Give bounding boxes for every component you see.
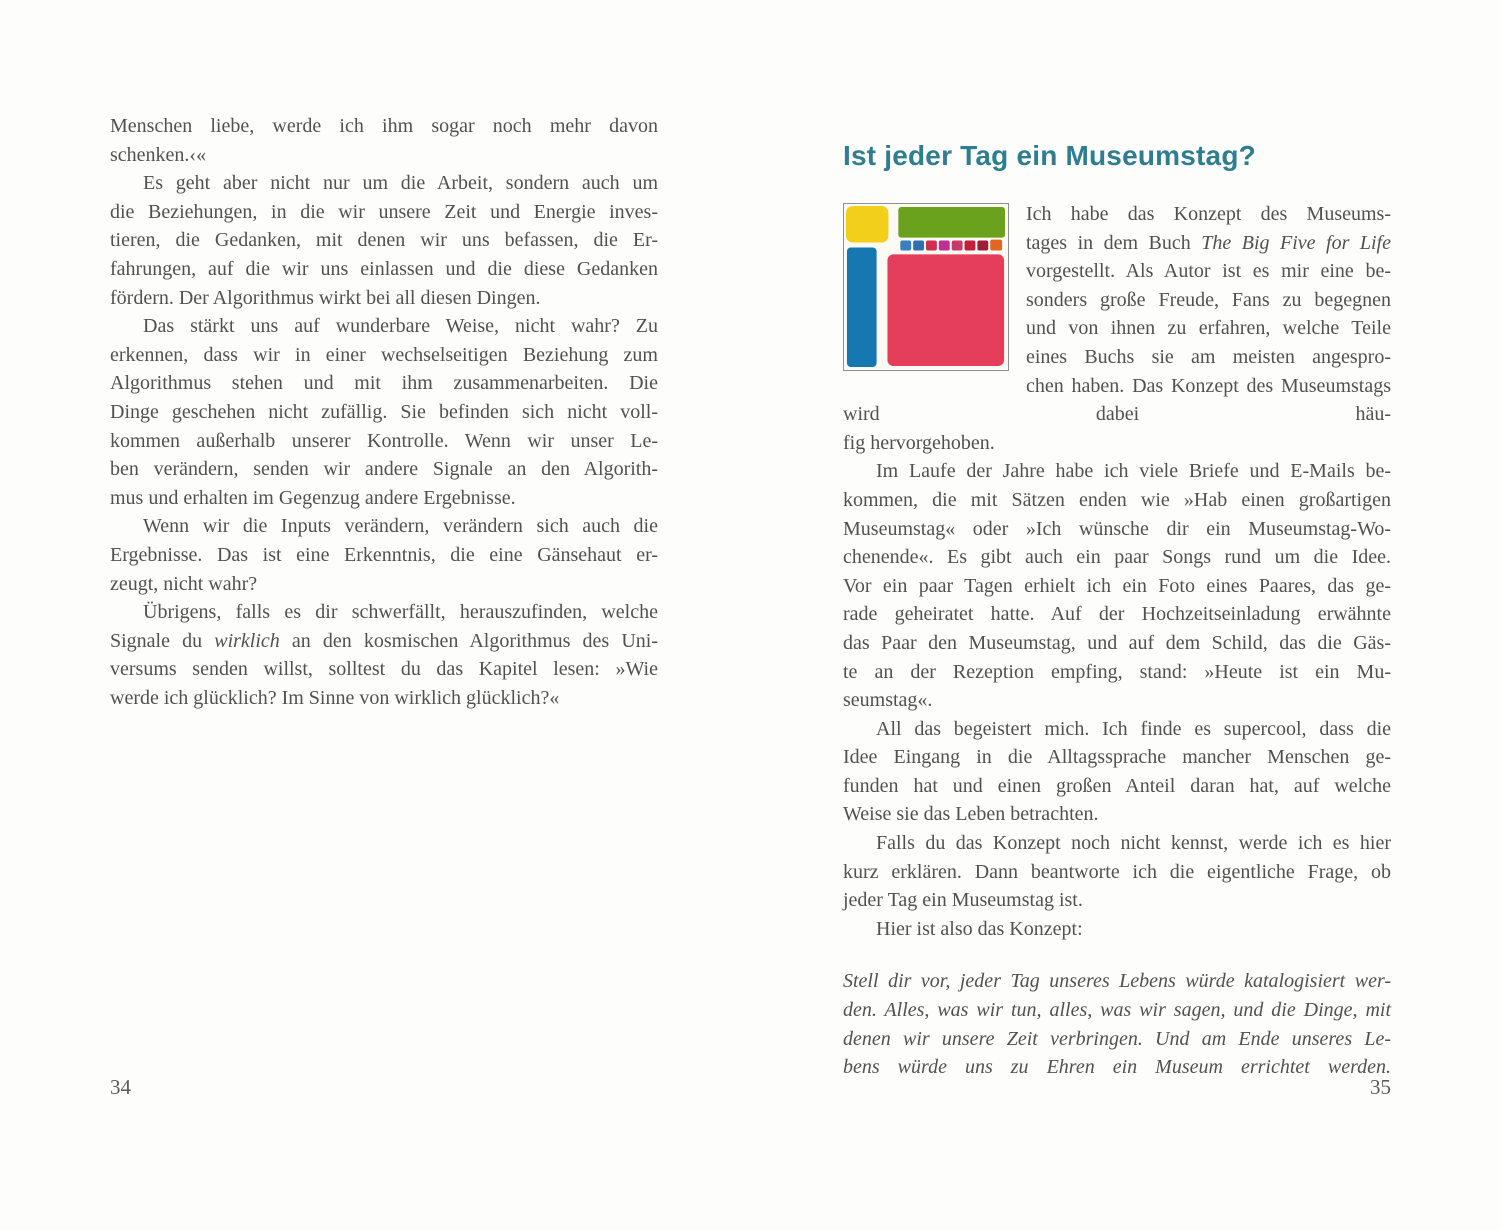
- text-line: sonders große Freude, Fans zu begegnen: [1026, 288, 1391, 311]
- text-line: chenende«. Es gibt auch ein paar Songs rund um die Idee.: [843, 546, 1391, 569]
- text-line: chen haben. Das Konzept des Museumstags wird dabei häu-: [843, 374, 1391, 426]
- text-line: seumstag«.: [843, 689, 933, 712]
- text-line: zeugt, nicht wahr?: [110, 572, 258, 595]
- text-line: schenken.‹«: [110, 143, 207, 166]
- text-line: jeder Tag ein Museumstag ist.: [843, 889, 1083, 912]
- quote-block: [843, 967, 1391, 1081]
- text-line: Es geht aber nicht nur um die Arbeit, sondern auch um: [143, 172, 658, 195]
- text-line: Signale du wirklich an den kosmischen Algorithmus des Uni-: [110, 629, 658, 652]
- painting-swatch: [900, 241, 911, 251]
- text-line: rade geheiratet hatte. Auf der Hochzeitseinladung erwähnte: [843, 603, 1391, 626]
- text-line: tieren, die Gedanken, mit denen wir uns befassen, die Er-: [110, 229, 658, 252]
- right-page-text: [843, 139, 1391, 1082]
- text-line: kommen, die mit Sätzen enden wie »Hab einen großartigen: [843, 488, 1391, 511]
- museum-painting-svg: [843, 202, 1009, 372]
- painting-red-square: [887, 254, 1004, 366]
- painting-swatch: [939, 241, 950, 251]
- painting-swatch: [926, 241, 937, 251]
- text-line: Ich habe das Konzept des Museums-: [1026, 203, 1391, 225]
- text-line: te an der Rezeption empfing, stand: »Heute ist ein Mu-: [843, 660, 1391, 683]
- text-line: Ergebnisse. Das ist eine Erkenntnis, die eine Gänsehaut er-: [110, 543, 658, 566]
- painting-swatch: [990, 240, 1002, 251]
- text-line: Übrigens, falls es dir schwerfällt, herauszufinden, welche: [143, 601, 658, 624]
- text-line: fahrungen, auf die wir uns einlassen und die diese Gedanken: [110, 257, 658, 280]
- text-line: tages in dem Buch The Big Five for Life: [1026, 231, 1391, 254]
- text-line: Museumstag« oder »Ich wünsche dir ein Museumstag-Wo-: [843, 517, 1391, 540]
- text-line: und von ihnen zu erfahren, welche Teile: [1026, 317, 1391, 340]
- text-line: Vor ein paar Tagen erhielt ich ein Foto eines Paares, das ge-: [843, 574, 1391, 597]
- painting-blue-band: [847, 247, 877, 367]
- text-line: fig hervorgehoben.: [843, 431, 995, 454]
- text-line: Wenn wir die Inputs verändern, verändern sich auch die: [143, 515, 658, 538]
- text-line: kurz erklären. Dann beantworte ich die eigentliche Frage, ob: [843, 860, 1391, 883]
- painting-swatch: [977, 241, 988, 251]
- text-line: All das begeistert mich. Ich finde es supercool, dass die: [876, 717, 1391, 740]
- text-line: vorgestellt. Als Autor ist es mir eine be-: [1026, 260, 1391, 283]
- text-line: Das stärkt uns auf wunderbare Weise, nicht wahr? Zu: [143, 315, 658, 338]
- painting-yellow-blob: [846, 206, 888, 243]
- quote-line: Stell dir vor, jeder Tag unseres Lebens würde katalogisiert wer-: [843, 970, 1391, 993]
- painting-swatch: [965, 241, 976, 251]
- text-line: kommen außerhalb unserer Kontrolle. Wenn wir unser Le-: [110, 429, 658, 452]
- text-line: Im Laufe der Jahre habe ich viele Briefe und E-Mails be-: [876, 460, 1391, 483]
- text-line: das Paar den Museumstag, und auf dem Schild, das die Gäs-: [843, 631, 1391, 654]
- painting-swatch: [952, 241, 963, 251]
- text-line: Hier ist also das Konzept:: [876, 917, 1083, 940]
- page-number-left: 34: [110, 1075, 131, 1099]
- text-line: Falls du das Konzept noch nicht kennst, werde ich es hier: [876, 832, 1391, 855]
- text-line: Algorithmus stehen und mit ihm zusammenarbeiten. Die: [110, 372, 658, 395]
- quote-line: den. Alles, was wir tun, alles, was wir sagen, und die Dinge, mit: [843, 999, 1391, 1022]
- text-line: versums senden willst, solltest du das Kapitel lesen: »Wie: [110, 658, 658, 681]
- chapter-heading: Ist jeder Tag ein Museumstag?: [843, 140, 1256, 171]
- quote-line: bens würde uns zu Ehren ein Museum errichtet werden.: [843, 1056, 1391, 1079]
- text-line: eines Buchs sie am meisten angespro-: [1026, 345, 1391, 368]
- text-line: die Beziehungen, in die wir unsere Zeit und Energie inves-: [110, 200, 658, 223]
- text-line: werde ich glücklich? Im Sinne von wirklich glücklich?«: [110, 686, 560, 709]
- text-line: funden hat und einen großen Anteil daran hat, auf welche: [843, 774, 1391, 797]
- left-page-text: [110, 112, 658, 712]
- text-line: Weise sie das Leben betrachten.: [843, 803, 1099, 826]
- text-line: ben verändern, senden wir andere Signale an den Algorith-: [110, 458, 658, 481]
- text-line: Idee Eingang in die Alltagssprache mancher Menschen ge-: [843, 746, 1391, 769]
- painting-green-band: [898, 207, 1005, 238]
- text-line: Dinge geschehen nicht zufällig. Sie befinden sich nicht voll-: [110, 400, 658, 423]
- text-line: Menschen liebe, werde ich ihm sogar noch mehr davon: [110, 115, 658, 137]
- text-line: erkennen, dass wir in einer wechselseitigen Beziehung zum: [110, 343, 658, 366]
- page-number-right: 35: [1370, 1075, 1391, 1099]
- museum-painting: [843, 202, 1009, 372]
- text-line: mus und erhalten im Gegenzug andere Ergebnisse.: [110, 486, 516, 509]
- painting-swatch: [913, 241, 924, 251]
- text-line: fördern. Der Algorithmus wirkt bei all diesen Dingen.: [110, 286, 541, 309]
- quote-line: denen wir unsere Zeit verbringen. Und am Ende unseres Le-: [843, 1027, 1391, 1050]
